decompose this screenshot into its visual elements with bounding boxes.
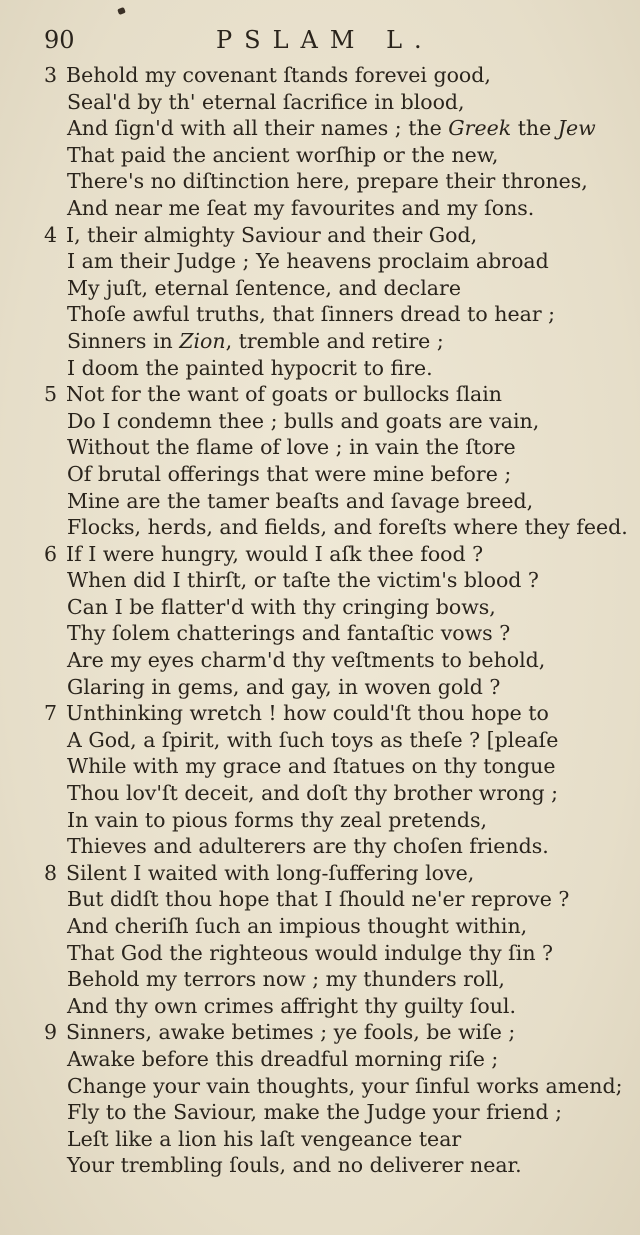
verse-line-text: Change your vain thoughts, your ſinful works amend; [67,1073,623,1098]
verse-number: 4 [44,222,58,247]
verse-line-text: Awake before this dreadful morning riſe ; [67,1046,499,1071]
verse-line [0,115,640,142]
verse-line-text: Can I be flatter'd with thy cringing bows, [67,594,496,619]
verse-line [0,727,640,754]
verse-line-text: Mine are the tamer beaſts and ſavage breed, [67,488,534,513]
verse-line [0,195,640,222]
verse-line [0,514,640,541]
verse-line [0,966,640,993]
verse-8 [0,860,640,1020]
verse-line [0,913,640,940]
verse-number: 5 [44,382,58,407]
verse-line [0,807,640,834]
page-number: 90 [44,26,75,54]
verse-line [0,1152,640,1179]
verse-line-text: Thieves and adulterers are thy choſen friends. [67,834,549,859]
verse-number: 9 [44,1020,58,1045]
verse-line [0,301,640,328]
verse-line-text: Thou lov'ſt deceit, and doſt thy brother wrong ; [67,781,559,806]
verse-line-text: Do I condemn thee ; bulls and goats are vain, [67,408,540,433]
verse-line [0,1019,640,1046]
verse-line-text: Sinners, awake betimes ; ye fools, be wiſe ; [66,1020,516,1045]
verse-5 [0,381,640,541]
verse-line [0,381,640,408]
verse-line-text: Flocks, herds, and fields, and foreſts where they feed. [67,515,628,540]
verse-line-text: Behold my covenant ſtands forevei good, [66,63,491,87]
verse-line-text: And cheriſh ſuch an impious thought within, [67,914,528,938]
verse-line [0,355,640,382]
verse-line [0,780,640,807]
running-title: PSLAM L. [216,26,434,54]
verse-line [0,833,640,860]
verse-line-text: A God, a ſpirit, with ſuch toys as theſe ? [pleaſe [67,727,559,752]
verse-9 [0,1019,640,1179]
verse-line-text: Not for the want of goats or bullocks ſlain [66,382,503,407]
verse-line-text: That God the righteous would indulge thy ſin ? [67,940,554,965]
verse-6 [0,541,640,701]
verse-line [0,1046,640,1073]
verse-line-text: Without the flame of love ; in vain the ſtore [67,435,516,460]
verse-line [0,886,640,913]
verse-line-text: There's no diſtinction here, prepare their thrones, [67,169,588,194]
verse-line [0,275,640,302]
verse-line-text: My juſt, eternal ſentence, and declare [67,275,461,300]
verse-line-text: Unthinking wretch ! how could'ſt thou hope to [66,701,549,726]
verse-line [0,408,640,435]
verse-line-text: That paid the ancient worſhip or the new, [67,142,499,167]
verse-line [0,940,640,967]
verse-line [0,328,640,355]
verse-number: 8 [44,860,58,885]
verse-line [0,222,640,249]
verse-line-text: And thy own crimes affright thy guilty ſoul. [67,993,516,1018]
verse-line-text: Glaring in gems, and gay, in woven gold ? [67,674,501,699]
verse-line [0,1073,640,1100]
verse-number: 6 [44,541,58,566]
verse-line [0,1126,640,1153]
verse-line [0,434,640,461]
verse-number: 7 [44,701,58,726]
verse-line [0,594,640,621]
verse-line [0,248,640,275]
verse-7 [0,700,640,860]
verse-line-text: Fly to the Saviour, make the Judge your friend ; [67,1100,562,1125]
verse-line [0,62,640,89]
verse-line [0,168,640,195]
verse-line [0,89,640,116]
verse-line-text: I, their almighty Saviour and their God, [66,222,478,247]
verse-line-text: In vain to pious forms thy zeal pretends, [67,807,488,832]
verse-number: 3 [44,63,58,87]
verse-line-text: But didſt thou hope that I ſhould ne'er reprove ? [67,887,570,912]
verse-line-text: And ſign'd with all their names ; the Greek the Jew [67,116,596,141]
verse-line [0,1099,640,1126]
verse-line-text: I am their Judge ; Ye heavens proclaim abroad [67,249,549,274]
verse-line-text: Thoſe awful truths, that ſinners dread to hear ; [67,302,556,327]
verse-line-text: And near me ſeat my favourites and my ſons. [67,195,535,220]
verse-line [0,753,640,780]
ink-speck [117,7,126,15]
verse-line-text: Of brutal offerings that were mine before ; [67,461,512,486]
verse-line-text: If I were hungry, would I aſk thee food ? [66,541,484,566]
verse-line-text: Thy ſolem chatterings and fantaſtic vows ? [67,621,511,646]
verse-line-text: When did I thirſt, or taſte the victim's blood ? [67,568,539,593]
verse-line-text: Seal'd by th' eternal ſacrifice in blood, [67,89,465,114]
verse-line-text: While with my grace and ſtatues on thy tongue [67,754,556,779]
verse-4 [0,222,640,382]
verse-3 [0,62,640,222]
verse-line [0,567,640,594]
verse-line-text: Silent I waited with long-ſuffering love, [66,860,475,885]
verse-line [0,674,640,701]
psalm-text [0,62,640,1179]
verse-line [0,647,640,674]
verse-line [0,142,640,169]
verse-line [0,620,640,647]
verse-line [0,993,640,1020]
verse-line [0,488,640,515]
verse-line-text: Behold my terrors now ; my thunders roll, [67,967,505,992]
verse-line [0,461,640,488]
verse-line-text: Leſt like a lion his laſt vengeance tear [67,1126,462,1151]
verse-line-text: Sinners in Zion, tremble and retire ; [67,328,444,353]
verse-line [0,860,640,887]
verse-line [0,541,640,568]
verse-line-text: I doom the painted hypocrit to fire. [67,355,433,380]
page-header [0,24,640,56]
verse-line-text: Your trembling ſouls, and no deliverer near. [67,1153,522,1178]
verse-line-text: Are my eyes charm'd thy veſtments to behold, [67,648,546,673]
verse-line [0,700,640,727]
